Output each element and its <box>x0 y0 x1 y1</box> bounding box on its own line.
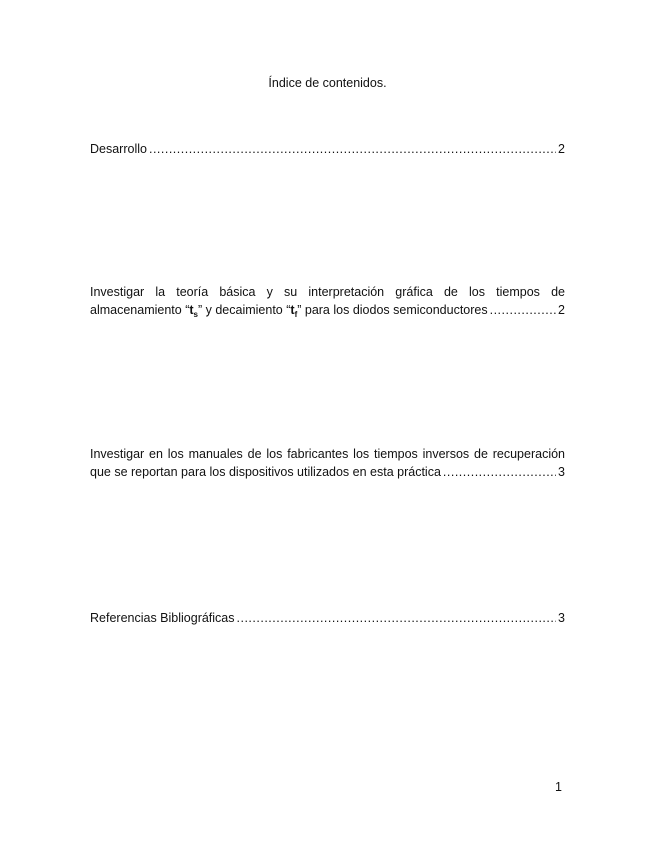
toc-entry-line1: Investigar la teoría básica y su interpretación gráfica de los tiempos de <box>90 285 565 299</box>
toc-entry-text: Desarrollo <box>90 142 147 156</box>
toc-line <box>90 140 565 158</box>
toc-title: Índice de contenidos. <box>268 76 387 90</box>
dot-leader <box>443 463 556 481</box>
toc-entry-desarrollo[interactable] <box>90 140 565 158</box>
toc-entry-tiempos[interactable] <box>90 283 565 324</box>
toc-line <box>90 609 565 627</box>
line2-post: ” para los diodos semiconductores <box>297 303 488 317</box>
toc-line <box>90 463 565 481</box>
dot-leader <box>490 301 556 319</box>
ts-symbol: t <box>189 303 194 317</box>
toc-entry-line1: Investigar en los manuales de los fabricantes los tiempos inversos de recuperación <box>90 447 565 461</box>
tf-subscript: f <box>294 310 298 319</box>
toc-entry-page: 2 <box>558 303 565 317</box>
toc-line <box>90 301 565 324</box>
dot-leader <box>149 140 556 158</box>
ts-subscript: s <box>193 310 198 319</box>
toc-entry-referencias[interactable] <box>90 609 565 627</box>
line2-pre: almacenamiento “ <box>90 303 190 317</box>
dot-leader <box>237 609 557 627</box>
toc-entry-line2 <box>90 301 488 324</box>
toc-entry-text: Referencias Bibliográficas <box>90 611 235 625</box>
toc-entry-line2: que se reportan para los dispositivos utilizados en esta práctica <box>90 465 441 479</box>
toc-entry-page: 3 <box>558 465 565 479</box>
line2-mid: ” y decaimiento “ <box>197 303 291 317</box>
toc-entry-page: 3 <box>558 611 565 625</box>
toc-entry-page: 2 <box>558 142 565 156</box>
toc-entry-manuales[interactable] <box>90 445 565 481</box>
tf-symbol: t <box>290 303 295 317</box>
page-number: 1 <box>555 780 562 794</box>
